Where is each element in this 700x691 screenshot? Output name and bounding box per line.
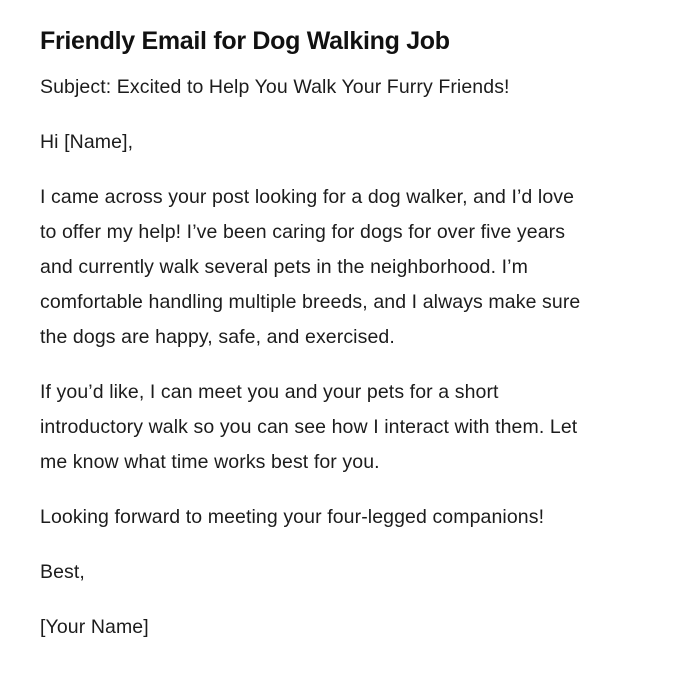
paragraph-line: me know what time works best for you. <box>40 451 380 473</box>
paragraph-line: to offer my help! I’ve been caring for dogs for over five years <box>40 221 566 243</box>
body-paragraph-1 <box>40 180 640 355</box>
paragraph-line: comfortable handling multiple breeds, and I always make sure <box>40 291 581 313</box>
paragraph-line: the dogs are happy, safe, and exercised. <box>40 326 395 348</box>
paragraph-line: If you’d like, I can meet you and your pets for a short <box>40 381 499 403</box>
email-subject: Subject: Excited to Help You Walk Your Furry Friends! <box>40 76 510 98</box>
body-paragraph-2 <box>40 375 640 480</box>
email-signature: [Your Name] <box>40 616 149 638</box>
paragraph-line: I came across your post looking for a dog walker, and I’d love <box>40 186 575 208</box>
document-title: Friendly Email for Dog Walking Job <box>40 27 450 55</box>
email-document <box>40 24 640 645</box>
email-closing: Best, <box>40 561 85 583</box>
email-greeting: Hi [Name], <box>40 131 134 153</box>
paragraph-line: and currently walk several pets in the neighborhood. I’m <box>40 256 528 278</box>
paragraph-line: introductory walk so you can see how I interact with them. Let <box>40 416 578 438</box>
body-paragraph-3: Looking forward to meeting your four-legged companions! <box>40 506 545 528</box>
